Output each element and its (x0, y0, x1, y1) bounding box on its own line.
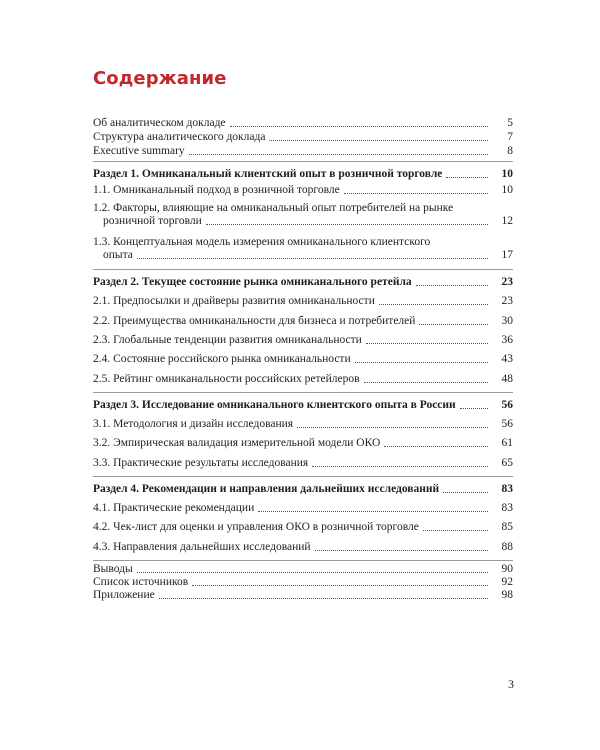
toc-entry-page: 8 (507, 145, 513, 157)
toc-entry[interactable] (93, 353, 513, 366)
toc-entry-title: Об аналитическом докладе (93, 117, 226, 129)
toc-entry[interactable] (93, 576, 513, 589)
toc-entry-page: 65 (501, 457, 513, 469)
toc-entry-page: 17 (501, 249, 513, 261)
toc-entry-page: 7 (507, 131, 513, 143)
dot-leader (366, 343, 488, 344)
toc-entry[interactable] (93, 202, 513, 228)
dot-leader (446, 177, 488, 178)
toc-entry[interactable] (93, 521, 513, 534)
toc-entry-page: 83 (501, 502, 513, 514)
toc-entry-page: 5 (507, 117, 513, 129)
toc-entry[interactable] (93, 295, 513, 308)
toc-entry-page: 43 (501, 353, 513, 365)
toc-entry-page: 92 (501, 576, 513, 588)
toc-entry-title: Структура аналитического доклада (93, 131, 266, 143)
toc-entry-page: 10 (501, 184, 513, 196)
toc-entry-page: 56 (501, 399, 513, 411)
toc-entry-page: 98 (501, 589, 513, 601)
toc-entry-title: 3.3. Практические результаты исследования (93, 457, 309, 469)
toc-section-heading[interactable] (93, 276, 513, 289)
toc-entry-page: 48 (501, 373, 513, 385)
toc-entry[interactable] (93, 373, 513, 386)
dot-leader (355, 362, 488, 363)
dot-leader (192, 585, 488, 586)
section-divider (93, 560, 513, 561)
toc-entry-title-cont: розничной торговли (103, 215, 202, 227)
dot-leader (443, 492, 488, 493)
dot-leader (460, 408, 488, 409)
toc-section-heading[interactable] (93, 483, 513, 496)
toc-entry-title: 2.5. Рейтинг омниканальности российских ретейлеров (93, 373, 360, 385)
toc-entry[interactable] (93, 589, 513, 602)
toc-entry-title: 3.1. Методология и дизайн исследования (93, 418, 294, 430)
toc-entry-page: 85 (501, 521, 513, 533)
dot-leader (269, 140, 488, 141)
toc-entry[interactable] (93, 117, 513, 130)
dot-leader (384, 446, 488, 447)
toc-entry-page: 23 (501, 295, 513, 307)
toc-section-heading[interactable] (93, 399, 513, 412)
dot-leader (315, 550, 488, 551)
dot-leader (364, 382, 488, 383)
toc-entry[interactable] (93, 236, 513, 262)
toc-entry-page: 61 (501, 437, 513, 449)
toc-entry-title: 2.3. Глобальные тенденции развития омниканальности (93, 334, 362, 346)
toc-entry[interactable] (93, 131, 513, 144)
dot-leader (137, 572, 488, 573)
dot-leader (423, 530, 488, 531)
page-title: Содержание (93, 68, 227, 89)
dot-leader (206, 224, 488, 225)
toc-entry[interactable] (93, 145, 513, 158)
dot-leader (159, 598, 488, 599)
toc-section-heading[interactable] (93, 168, 513, 181)
toc-entry-title: 2.4. Состояние российского рынка омниканальности (93, 353, 351, 365)
section-divider (93, 392, 513, 393)
toc-entry-page: 10 (501, 168, 513, 180)
toc-entry[interactable] (93, 541, 513, 554)
toc-entry[interactable] (93, 457, 513, 470)
toc-entry-page: 12 (501, 215, 513, 227)
toc-entry-title: Раздел 4. Рекомендации и направления дальнейших исследований (93, 483, 440, 495)
toc-entry-title: 4.1. Практические рекомендации (93, 502, 255, 514)
dot-leader (297, 427, 488, 428)
toc-entry[interactable] (93, 437, 513, 450)
toc-entry-title: Раздел 3. Исследование омниканального клиентского опыта в России (93, 399, 456, 411)
dot-leader (137, 258, 488, 259)
toc-entry[interactable] (93, 418, 513, 431)
dot-leader (344, 193, 488, 194)
section-divider (93, 476, 513, 477)
toc-entry-title: 2.2. Преимущества омниканальности для бизнеса и потребителей (93, 315, 416, 327)
page-number: 3 (508, 677, 514, 691)
toc-entry[interactable] (93, 315, 513, 328)
toc-entry-page: 36 (501, 334, 513, 346)
toc-entry-title: Раздел 1. Омниканальный клиентский опыт в розничной торговле (93, 168, 443, 180)
toc-entry-title: 1.3. Концептуальная модель измерения омниканального клиентского (93, 236, 431, 248)
toc-entry-title: 2.1. Предпосылки и драйверы развития омниканальности (93, 295, 375, 307)
dot-leader (258, 511, 488, 512)
dot-leader (189, 154, 488, 155)
toc-entry-page: 56 (501, 418, 513, 430)
toc-entry-title: 3.2. Эмпирическая валидация измерительной модели ОКО (93, 437, 381, 449)
toc-entry[interactable] (93, 563, 513, 576)
toc-entry-title: Приложение (93, 589, 155, 601)
toc-entry-title: 1.1. Омниканальный подход в розничной торговле (93, 184, 340, 196)
toc-entry-page: 88 (501, 541, 513, 553)
dot-leader (416, 285, 488, 286)
toc-entry[interactable] (93, 184, 513, 197)
section-divider (93, 161, 513, 162)
section-divider (93, 269, 513, 270)
dot-leader (230, 126, 488, 127)
toc-entry-page: 83 (501, 483, 513, 495)
toc-entry-title: 4.2. Чек-лист для оценки и управления ОКО в розничной торговле (93, 521, 419, 533)
toc-entry-title: Раздел 2. Текущее состояние рынка омниканального ретейла (93, 276, 412, 288)
toc-entry[interactable] (93, 334, 513, 347)
toc-entry-title-cont: опыта (103, 249, 133, 261)
toc-entry[interactable] (93, 502, 513, 515)
toc-entry-page: 90 (501, 563, 513, 575)
toc-entry-title: 1.2. Факторы, влияющие на омниканальный опыт потребителей на рынке (93, 202, 454, 214)
toc-entry-page: 23 (501, 276, 513, 288)
dot-leader (419, 324, 488, 325)
toc-entry-title: Выводы (93, 563, 133, 575)
dot-leader (379, 304, 488, 305)
toc-entry-page: 30 (501, 315, 513, 327)
toc-entry-title: 4.3. Направления дальнейших исследований (93, 541, 311, 553)
dot-leader (312, 466, 488, 467)
toc-entry-title: Executive summary (93, 145, 185, 157)
toc-entry-title: Список источников (93, 576, 189, 588)
